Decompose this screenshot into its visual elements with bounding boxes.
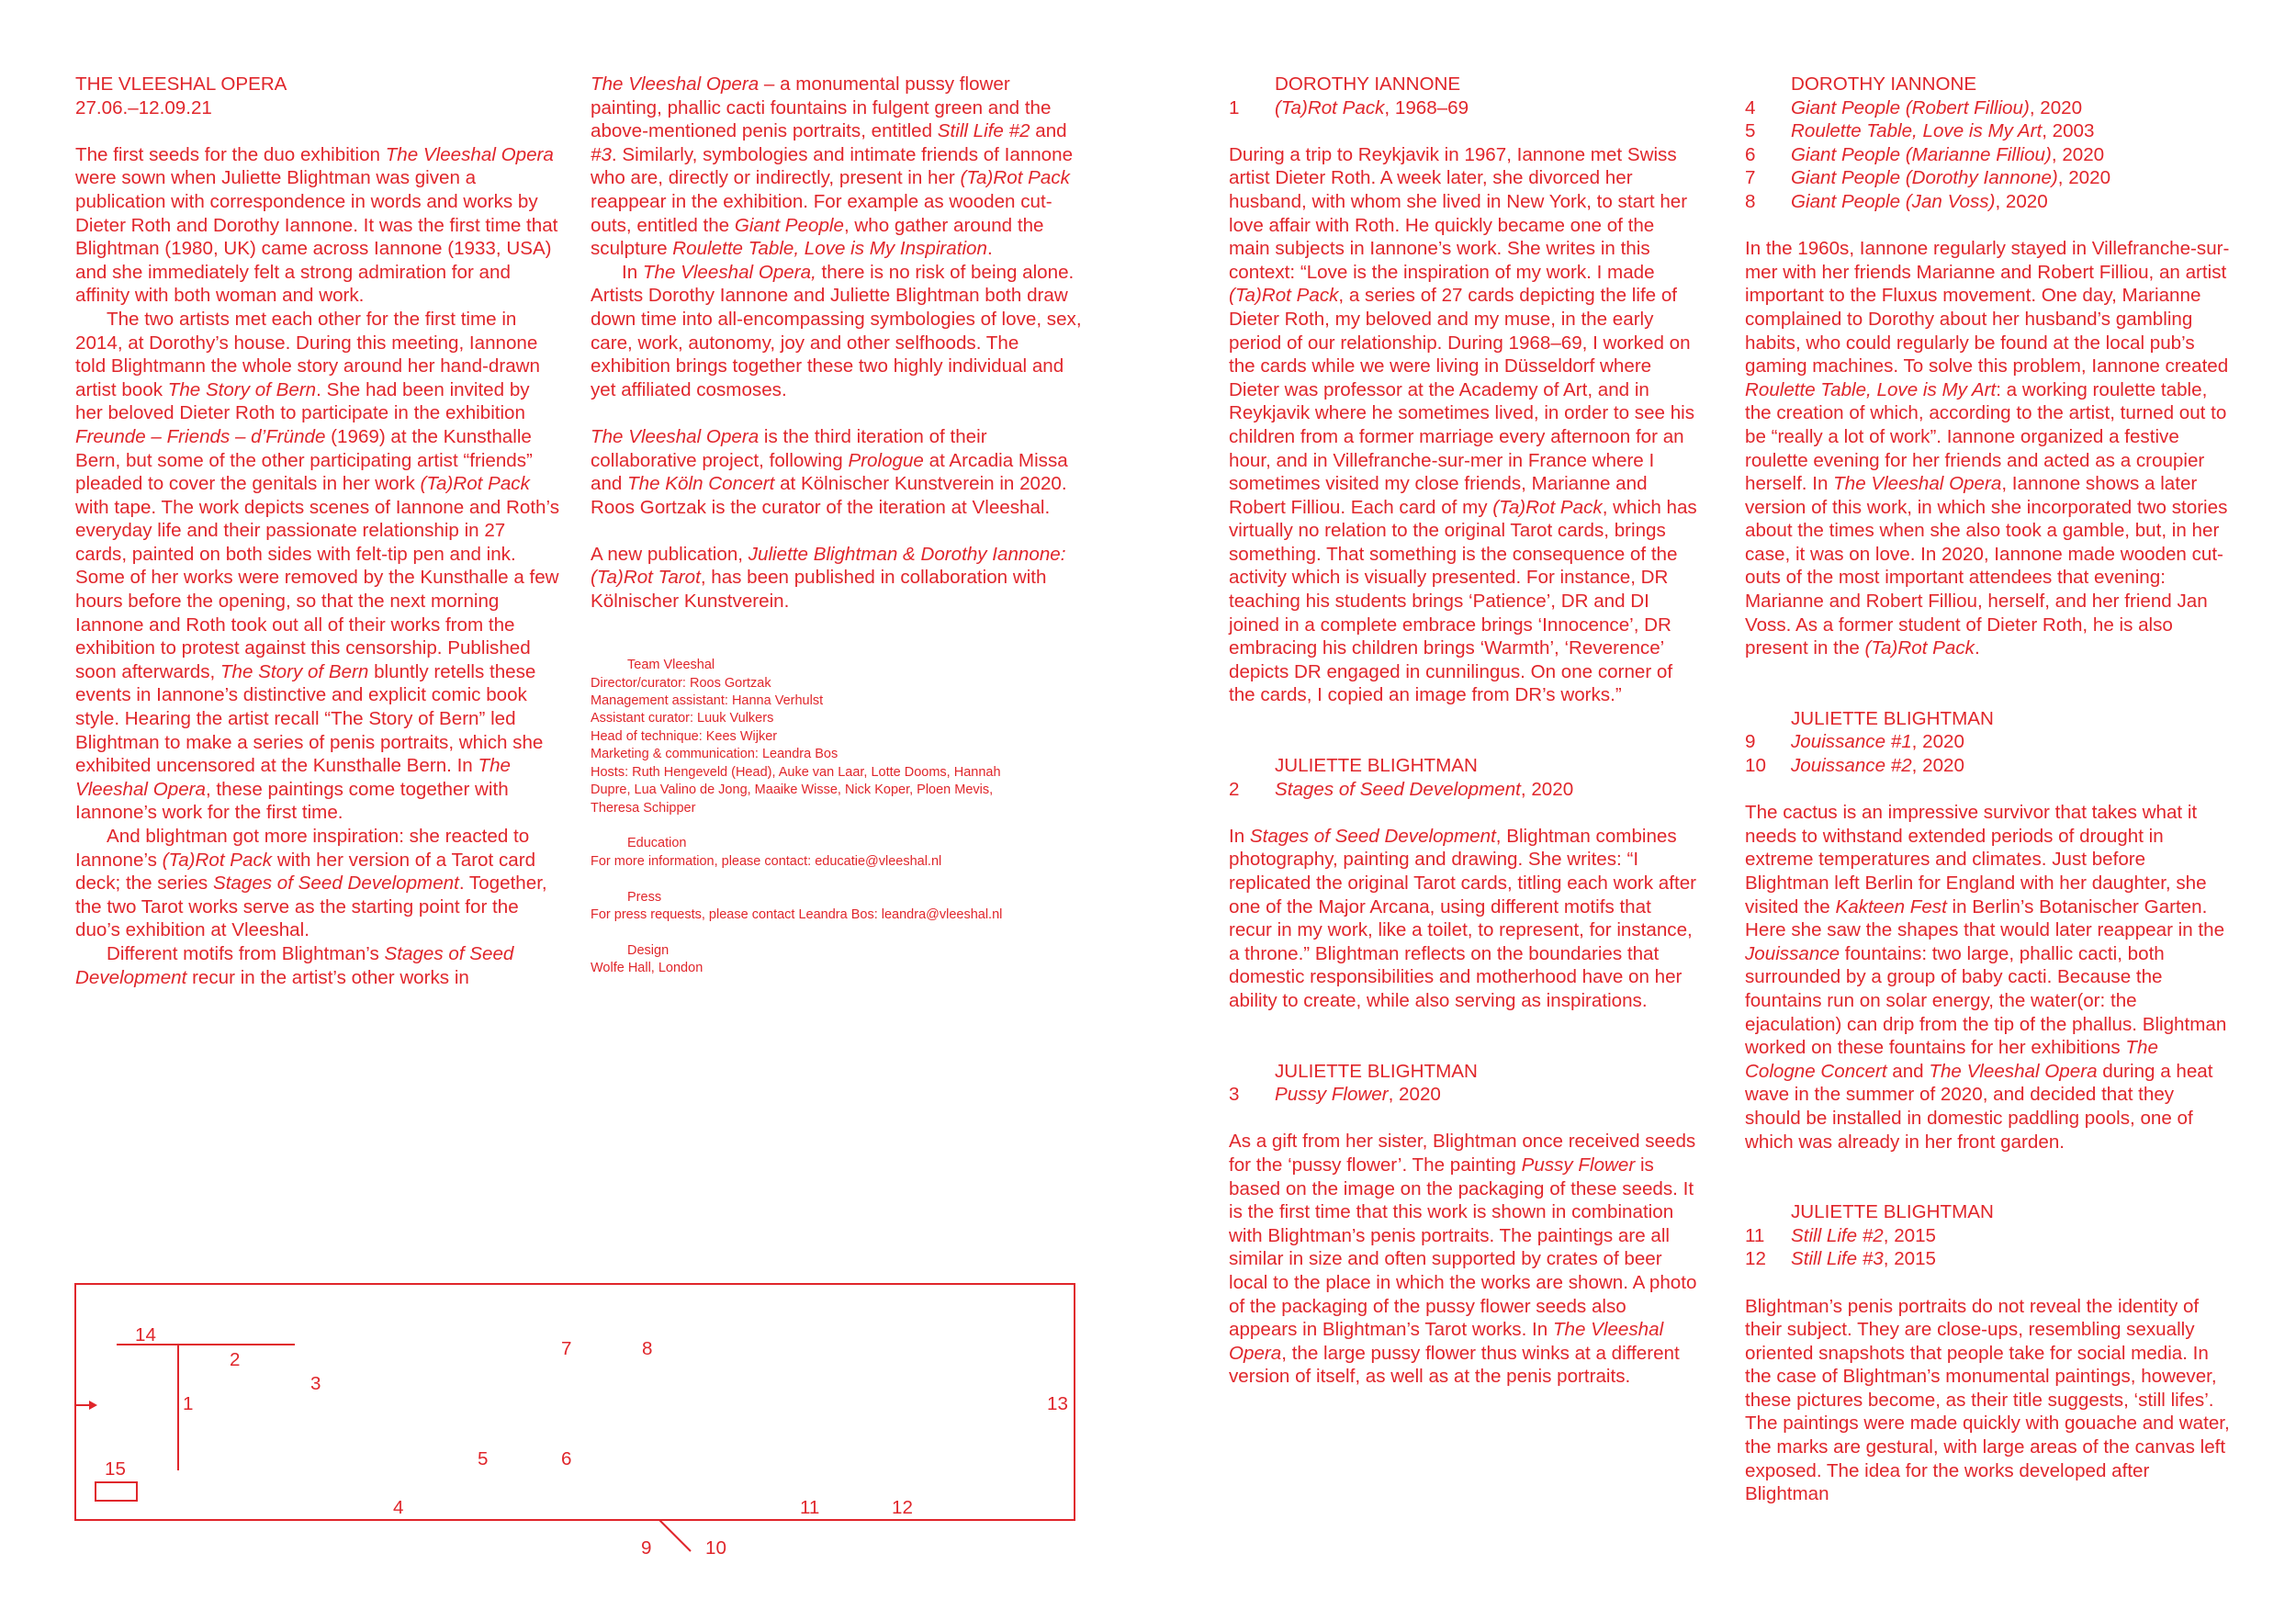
credit-line: Director/curator: Roos Gortzak: [591, 675, 771, 691]
artist-name: DOROTHY IANNONE: [1275, 73, 1461, 95]
work-year: , 2015: [1883, 1224, 1937, 1246]
work-title: Giant People (Dorothy Iannone): [1791, 167, 2058, 189]
work-number: 1: [1229, 96, 1240, 118]
floor-plan-label: 9: [641, 1537, 652, 1559]
floor-plan-label: 10: [705, 1537, 726, 1559]
credits-press-label: Press: [627, 889, 662, 905]
floor-plan-object: [96, 1482, 137, 1501]
work-title: Pussy Flower: [1275, 1084, 1389, 1106]
credits-design-label: Design: [627, 942, 670, 958]
work-title: Stages of Seed Development: [1275, 778, 1521, 800]
intro-paragraph: The first seeds for the duo exhibition The Vleeshal Opera were sown when Juliette Blightman was given a publication with correspondence in words and works by Dieter Roth and Dorothy Iannone. It was the first time that Blightman (1980, UK) came across Iannone (1933, USA) and she immediately felt a strong admiration for and affinity with both woman and work.: [75, 143, 558, 307]
credits-education-label: Education: [627, 836, 687, 851]
work-number: 12: [1745, 1248, 1766, 1270]
work-title: Jouissance #1: [1791, 731, 1912, 753]
credit-line: Hosts: Ruth Hengeveld (Head), Auke van Laar, Lotte Dooms, Hannah Dupre, Lua Valino de Jong, Maaike Wisse, Nick Koper, Ploen Mevis, Theresa Schipper: [591, 764, 1001, 816]
intro-paragraph: Different motifs from Blightman’s Stages of Seed Development recur in the artist’s other works in: [75, 942, 514, 988]
work-description: In Stages of Seed Development, Blightman combines photography, painting and drawing. She writes: “I replicated the original Tarot cards, titling each work after one of the Major Arcana, using different motifs that recur in my work, like a toilet, to represent, for instance, a throne.” Blightman reflects on the boundaries that domestic responsibilities and motherhood have on her ability to create, while also serving as inspirations.: [1229, 825, 1697, 1011]
floor-plan-label: 3: [310, 1373, 321, 1394]
work-number: 4: [1745, 96, 1756, 118]
floor-plan-label: 6: [561, 1448, 572, 1469]
work-year: , 2020: [2057, 167, 2111, 189]
artist-name: DOROTHY IANNONE: [1791, 73, 1977, 95]
floor-plan-label: 8: [642, 1338, 653, 1359]
work-year: , 2020: [1520, 778, 1574, 800]
floor-plan-label: 15: [105, 1458, 126, 1480]
work-number: 8: [1745, 190, 1756, 212]
floor-plan-door: [659, 1520, 691, 1551]
credit-line: Assistant curator: Luuk Vulkers: [591, 711, 774, 726]
floor-plan-label: 14: [135, 1324, 156, 1345]
credit-line: Marketing & communication: Leandra Bos: [591, 747, 838, 762]
publication-paragraph: A new publication, Juliette Blightman & Dorothy Iannone: (Ta)Rot Tarot, has been published in collaboration with Kölnischer Kunstverein.: [591, 543, 1066, 613]
floor-plan-wall: [75, 1284, 1075, 1520]
work-year: , 2015: [1883, 1248, 1937, 1270]
floor-plan-label: 2: [230, 1349, 241, 1370]
work-number: 11: [1745, 1224, 1765, 1246]
floor-plan-label: 11: [800, 1497, 820, 1518]
entrance-arrowhead-icon: [89, 1401, 97, 1410]
floor-plan-label: 1: [183, 1393, 194, 1414]
floor-plan-label: 4: [393, 1497, 404, 1518]
work-number: 6: [1745, 143, 1756, 165]
work-number: 9: [1745, 731, 1756, 753]
work-title: Roulette Table, Love is My Art: [1791, 120, 2043, 142]
work-year: , 2020: [1388, 1084, 1441, 1106]
work-number: 2: [1229, 778, 1240, 800]
artist-name: JULIETTE BLIGHTMAN: [1791, 707, 1994, 729]
exhibition-title: THE VLEESHAL OPERA: [75, 73, 287, 95]
intro-paragraph: The Vleeshal Opera is the third iteration of their collaborative project, following Prologue at Arcadia Missa and The Köln Concert at Kölnischer Kunstverein in 2020. Roos Gortzak is the curator of the iteration at Vleeshal.: [591, 425, 1068, 518]
artist-name: JULIETTE BLIGHTMAN: [1275, 1060, 1478, 1082]
work-title: Giant People (Marianne Filliou): [1791, 143, 2052, 165]
work-title: Still Life #2: [1791, 1224, 1884, 1246]
work-year: , 1968–69: [1384, 96, 1469, 118]
floor-plan-label: 7: [561, 1338, 572, 1359]
work-year: , 2020: [1911, 731, 1964, 753]
work-title: Jouissance #2: [1791, 755, 1912, 777]
work-description: As a gift from her sister, Blightman once received seeds for the ‘pussy flower’. The painting Pussy Flower is based on the image on the packaging of these seeds. It is the first time that this work is shown in combination with Blightman’s penis portraits. The paintings are all similar in size and often supported by crates of beer local to the place in which the works are shown. A photo of the packaging of the pussy flower seeds also appears in Blightman’s Tarot works. In The Vleeshal Opera, the large pussy flower thus winks at a different version of itself, as well as at the penis portraits.: [1229, 1131, 1697, 1388]
intro-paragraph: And blightman got more inspiration: she reacted to Iannone’s (Ta)Rot Pack with her version of a Tarot card deck; the series Stages of Seed Development. Together, the two Tarot works serve as the starting point for the duo’s exhibition at Vleeshal.: [75, 826, 547, 941]
artist-name: JULIETTE BLIGHTMAN: [1275, 755, 1478, 777]
work-number: 10: [1745, 755, 1766, 777]
work-description: Blightman’s penis portraits do not reveal the identity of their subject. They are close-ups, resembling sexually oriented snapshots that people take for social media. In the case of Blightman’s monumental paintings, however, these pictures become, as their title suggests, ‘still lifes’. The paintings were made quickly with gouache and water, the marks are gestural, with large areas of the canvas left exposed. The idea for the works developed after Blightman: [1745, 1295, 2230, 1505]
exhibition-dates: 27.06.–12.09.21: [75, 96, 212, 118]
work-year: , 2020: [2051, 143, 2105, 165]
work-number: 7: [1745, 167, 1756, 189]
floor-plan-label: 5: [478, 1448, 489, 1469]
floor-plan-label: 12: [892, 1497, 913, 1518]
work-title: Still Life #3: [1791, 1248, 1884, 1270]
work-number: 3: [1229, 1084, 1240, 1106]
work-year: , 2020: [1995, 190, 2048, 212]
credit-line: Wolfe Hall, London: [591, 961, 703, 976]
intro-paragraph: The two artists met each other for the first time in 2014, at Dorothy’s house. During this meeting, Iannone told Blightmann the whole story around her hand-drawn artist book The Story of Bern. She had been invited by her beloved Dieter Roth to participate in the exhibition Freunde – Friends – d’Fründe (1969) at the Kunsthalle Bern, but some of the other participating artist “friends” pleaded to cover the genitals in her work (Ta)Rot Pack with tape. The work depicts scenes of Iannone and Roth’s everyday life and their passionate relationship in 27 cards, painted on both sides with felt-tip pen and ink. Some of her works were removed by the Kunsthalle a few hours before the opening, so that the next morning Iannone and Roth took out all of their works from the exhibition to protest against this censorship. Published soon afterwards, The Story of Bern bluntly retells these events in Iannone’s distinctive and explicit comic book style. Hearing the artist recall “The Story of Bern” led Blightman to make a series of penis portraits, which she exhibited uncensored at the Kunsthalle Bern. In The Vleeshal Opera, these paintings come together with Iannone’s work for the first time.: [75, 308, 559, 824]
intro-paragraph: The Vleeshal Opera – a monumental pussy flower painting, phallic cacti fountains in fulgent green and the above-mentioned penis portraits, entitled Still Life #2 and #3. Similarly, symbologies and intimate friends of Iannone who are, directly or indirectly, present in her (Ta)Rot Pack reappear in the exhibition. For example as wooden cut-outs, entitled the Giant People, who gather around the sculpture Roulette Table, Love is My Inspiration.: [591, 73, 1074, 260]
credit-line: For press requests, please contact Leandra Bos: leandra@vleeshal.nl: [591, 906, 1003, 922]
work-title: Giant People (Jan Voss): [1791, 190, 1996, 212]
work-title: Giant People (Robert Filliou): [1791, 96, 2030, 118]
floor-plan-label: 13: [1047, 1393, 1068, 1414]
work-year: , 2020: [1911, 755, 1964, 777]
credits-team-label: Team Vleeshal: [627, 658, 715, 673]
intro-paragraph: In The Vleeshal Opera, there is no risk of being alone. Artists Dorothy Iannone and Juliette Blightman both draw down time into all-encompassing symbologies of love, sex, care, work, autonomy, joy and other selfhoods. The exhibition brings together these two highly individual and yet affiliated cosmoses.: [591, 261, 1082, 400]
work-year: , 2003: [2042, 120, 2095, 142]
work-title: (Ta)Rot Pack: [1275, 96, 1385, 118]
credit-line: Head of technique: Kees Wijker: [591, 728, 778, 744]
work-description: During a trip to Reykjavik in 1967, Iannone met Swiss artist Dieter Roth. A week later, she divorced her husband, with whom she lived in New York, to start her love affair with Roth. He quickly became one of the main subjects in Iannone’s work. She writes in this context: “Love is the inspiration of my work. I made (Ta)Rot Pack, a series of 27 cards depicting the life of Dieter Roth, my beloved and my muse, in the early period of our relationship. During 1968–69, I worked on the cards while we were living in Düsseldorf where Dieter was professor at the Academy of Art, and in Reykjavik where he sometimes lived, in order to see his children from a former marriage every afternoon for an hour, and in Villefranche-sur-mer in France where I sometimes visited my close friends, Marianne and Robert Filliou. Each card of my (Ta)Rot Pack, which has virtually no relation to the original Tarot cards, brings something. That something is the consequence of the activity which is visually presented. For instance, DR teaching his students brings ‘Patience’, DR and DI joined in a complete embrace brings ‘Innocence’, DR embracing his children brings ‘Warmth’, ‘Reverence’ depicts DR engaged in cunnilingus. On one corner of the cards, I copied an image from DR’s works.”: [1229, 143, 1697, 706]
artist-name: JULIETTE BLIGHTMAN: [1791, 1201, 1994, 1223]
credit-line: For more information, please contact: educatie@vleeshal.nl: [591, 853, 942, 869]
credit-line: Management assistant: Hanna Verhulst: [591, 693, 824, 709]
work-number: 5: [1745, 120, 1756, 142]
work-description: In the 1960s, Iannone regularly stayed in Villefranche-sur-mer with her friends Marianne and Robert Filliou, an artist important to the Fluxus movement. One day, Marianne complained to Dorothy about her husband’s gambling habits, who could regularly be found at the local pub’s gaming machines. To solve this problem, Iannone created Roulette Table, Love is My Art: a working roulette table, the creation of which, according to the artist, turned out to be “really a lot of work”. Iannone organized a festive roulette evening for her friends and acted as a croupier herself. In The Vleeshal Opera, Iannone shows a later version of this work, in which she incorporated two stories about the times when she also took a gamble, but, in her case, it was on love. In 2020, Iannone made wooden cut-outs of the most important attendees that evening: Marianne and Robert Filliou, herself, and her friend Jan Voss. As a former student of Dieter Roth, he is also present in the (Ta)Rot Pack.: [1745, 238, 2230, 659]
work-description: The cactus is an impressive survivor that takes what it needs to withstand extended periods of drought in extreme temperatures and climates. Just before Blightman left Berlin for England with her daughter, she visited the Kakteen Fest in Berlin’s Botanischer Garten. Here she saw the shapes that would later reappear in the Jouissance fountains: two large, phallic cacti, both surrounded by a group of baby cacti. Because the fountains run on solar energy, the water(or: the ejaculation) can drip from the tip of the phallus. Blightman worked on these fountains for her exhibitions The Cologne Concert and The Vleeshal Opera during a heat wave in the summer of 2020, and decided that they should be installed in domestic paddling pools, one of which was already in her front garden.: [1745, 802, 2227, 1153]
work-year: , 2020: [2029, 96, 2083, 118]
